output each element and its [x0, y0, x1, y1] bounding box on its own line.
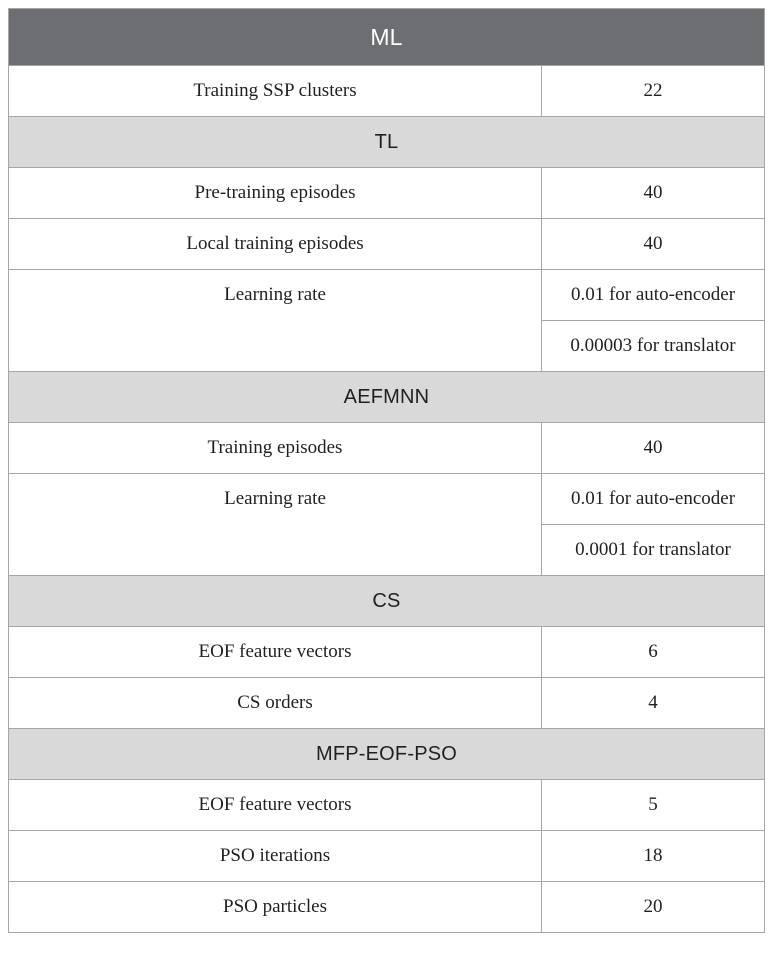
section-mfp-eof-pso-header	[9, 729, 765, 780]
parameter-label: PSO iterations	[9, 831, 542, 882]
parameter-value: 4	[542, 678, 765, 729]
parameter-label: EOF feature vectors	[9, 627, 542, 678]
table-row	[9, 882, 765, 933]
section-title: AEFMNN	[9, 372, 765, 423]
section-title: TL	[9, 117, 765, 168]
parameter-value: 0.01 for auto-encoder	[542, 270, 765, 321]
table-row	[9, 678, 765, 729]
section-cs-header	[9, 576, 765, 627]
parameter-label: Training episodes	[9, 423, 542, 474]
section-tl-header	[9, 117, 765, 168]
parameter-value: 5	[542, 780, 765, 831]
parameter-value: 0.01 for auto-encoder	[542, 474, 765, 525]
parameter-label: Learning rate	[9, 474, 542, 576]
table-row	[9, 423, 765, 474]
section-ml-header	[9, 9, 765, 66]
parameter-value: 6	[542, 627, 765, 678]
table-row	[9, 831, 765, 882]
parameter-label: Pre-training episodes	[9, 168, 542, 219]
parameter-label: Training SSP clusters	[9, 66, 542, 117]
parameter-value: 0.00003 for translator	[542, 321, 765, 372]
table-row	[9, 474, 765, 525]
section-title: MFP-EOF-PSO	[9, 729, 765, 780]
section-aefmnn-header	[9, 372, 765, 423]
table-row	[9, 66, 765, 117]
parameter-value: 40	[542, 168, 765, 219]
table-row	[9, 627, 765, 678]
parameter-value: 40	[542, 423, 765, 474]
parameter-label: EOF feature vectors	[9, 780, 542, 831]
parameters-table	[8, 8, 765, 933]
parameter-label: Local training episodes	[9, 219, 542, 270]
parameter-label: Learning rate	[9, 270, 542, 372]
section-title: ML	[9, 9, 765, 66]
table-row	[9, 780, 765, 831]
table-row	[9, 168, 765, 219]
parameter-value: 0.0001 for translator	[542, 525, 765, 576]
parameter-label: PSO particles	[9, 882, 542, 933]
table-row	[9, 270, 765, 321]
parameter-value: 40	[542, 219, 765, 270]
table-row	[9, 219, 765, 270]
parameter-value: 20	[542, 882, 765, 933]
parameter-label: CS orders	[9, 678, 542, 729]
parameter-value: 18	[542, 831, 765, 882]
section-title: CS	[9, 576, 765, 627]
parameter-value: 22	[542, 66, 765, 117]
